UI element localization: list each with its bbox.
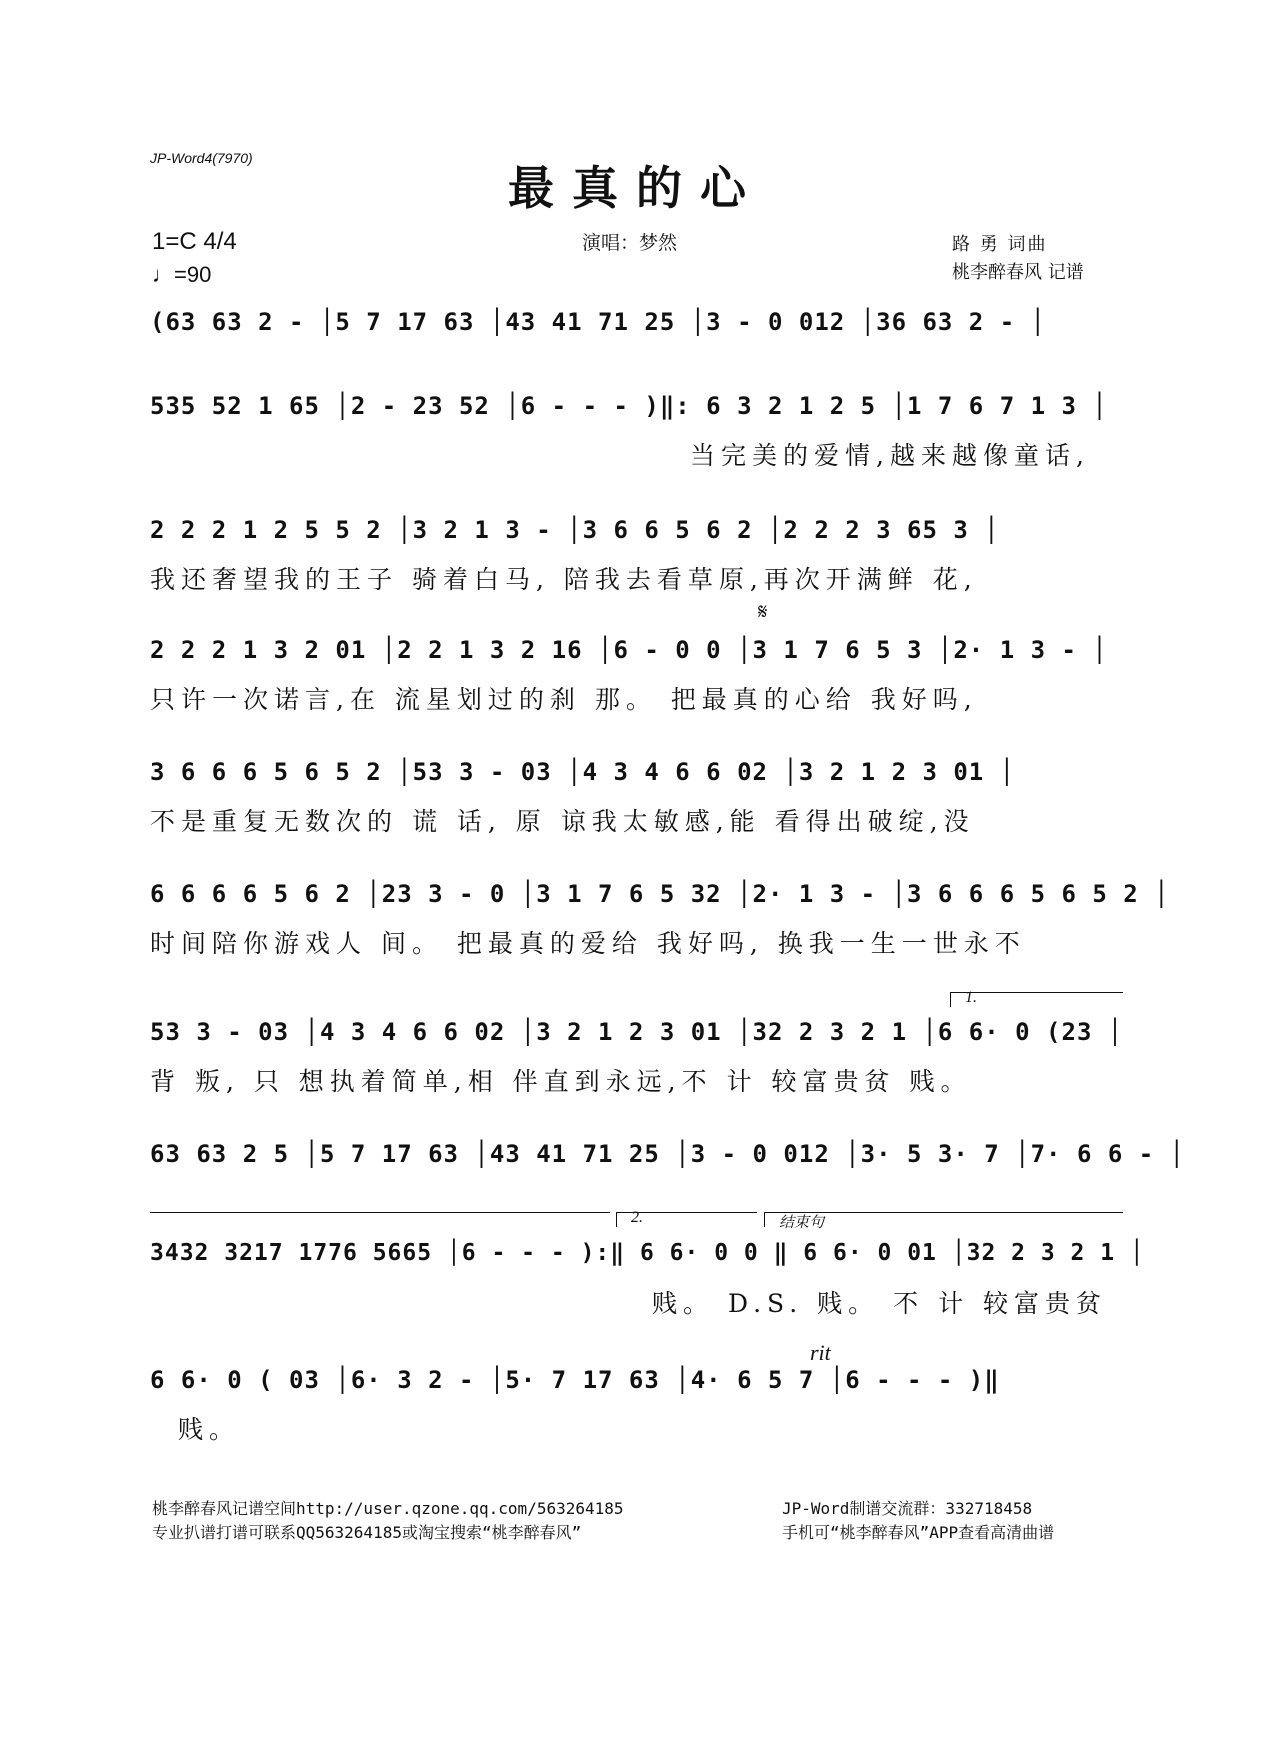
ending-bracket [764,1212,1123,1231]
lyrics-line: 只许一次诺言,在 流星划过的刹 那。 把最真的心给 我好吗, [150,685,978,714]
volta-2-label: 2. [631,1209,643,1226]
software-label: JP-Word4(7970) [150,150,253,166]
notation-line: 2 2 2 1 2 5 5 2 │3 2 1 3 - │3 6 6 5 6 2 │2 2 2 3 65 3 │ [150,516,1000,544]
lyrics-line: 当完美的爱情,越来越像童话, [690,441,1090,470]
notation-line: 53 3 - 03 │4 3 4 6 6 02 │3 2 1 2 3 01 │32 2 3 2 1 │6 6· 0 (23 │ [150,1018,1124,1046]
singer-credit: 演唱：梦然 [582,232,678,254]
lyrics-line: 我还奢望我的王子 骑着白马, 陪我去看草原,再次开满鲜 花, [150,565,978,594]
footer-line-1-left: 桃李醉春风记谱空间http://user.qzone.qq.com/563264185 [152,1499,624,1518]
footer-line-2-left: 专业扒谱打谱可联系QQ563264185或淘宝搜索“桃李醉春风” [152,1523,582,1542]
notation-line: 2 2 2 1 3 2 01 │2 2 1 3 2 16 │6 - 0 0 │3 1 7 6 5 3 │2· 1 3 - │ [150,636,1108,664]
lyrics-line: 背 叛, 只 想执着简单,相 伴直到永远,不 计 较富贵贫 贱。 [150,1067,972,1096]
transcriber-credit: 桃李醉春风 记谱 [952,262,1084,283]
notation-line: 535 52 1 65 │2 - 23 52 │6 - - - )‖: 6 3 2 1 2 5 │1 7 6 7 1 3 │ [150,392,1108,420]
volta-bracket-2 [616,1209,757,1227]
notation-line: 6 6 6 6 5 6 2 │23 3 - 0 │3 1 7 6 5 32 │2· 1 3 - │3 6 6 6 5 6 5 2 │ [150,880,1170,908]
footer-line-1-right: JP-Word制谱交流群：332718458 [782,1499,1033,1518]
lyricist-composer-credit: 路 勇 词曲 [952,234,1048,255]
notation-line: (63 63 2 - │5 7 17 63 │43 41 71 25 │3 - 0 012 │36 63 2 - │ [150,308,1047,336]
song-title: 最真的心 [508,161,764,215]
lyrics-line: 贱。 D.S. 贱。 不 计 较富贵贫 [652,1289,1108,1318]
notation-line: 3 6 6 6 5 6 5 2 │53 3 - 03 │4 3 4 6 6 02 │3 2 1 2 3 01 │ [150,758,1016,786]
lyrics-line: 不是重复无数次的 谎 话, 原 谅我太敏感,能 看得出破绽,没 [150,807,975,836]
notation-line: 6 6· 0 ( 03 │6· 3 2 - │5· 7 17 63 │4· 6 5 7 │6 - - - )‖ [150,1366,1000,1394]
volta-1-label: 1. [965,989,977,1006]
lyrics-line: 时间陪你游戏人 间。 把最真的爱给 我好吗, 换我一生一世永不 [150,929,1026,958]
ritardando-mark: rit [810,1340,831,1365]
segno-sign: 𝄋 [758,600,768,625]
ending-label: 结束句 [779,1213,825,1231]
tie-line-over-phrase [150,1212,610,1227]
footer-line-2-right: 手机可“桃李醉春风”APP查看高清曲谱 [782,1523,1055,1542]
lyrics-line: 贱。 [178,1415,241,1444]
tempo-marking: ♩=90 [152,262,212,287]
notation-line: 63 63 2 5 │5 7 17 63 │43 41 71 25 │3 - 0 012 │3· 5 3· 7 │7· 6 6 - │ [150,1140,1186,1168]
notation-line: 3432 3217 1776 5665 │6 - - - ):‖ 6 6· 0 0 ‖ 6 6· 0 01 │32 2 3 2 1 │ [150,1240,1145,1266]
key-signature: 1=C 4/4 [152,228,237,255]
volta-bracket-1 [950,989,1123,1007]
